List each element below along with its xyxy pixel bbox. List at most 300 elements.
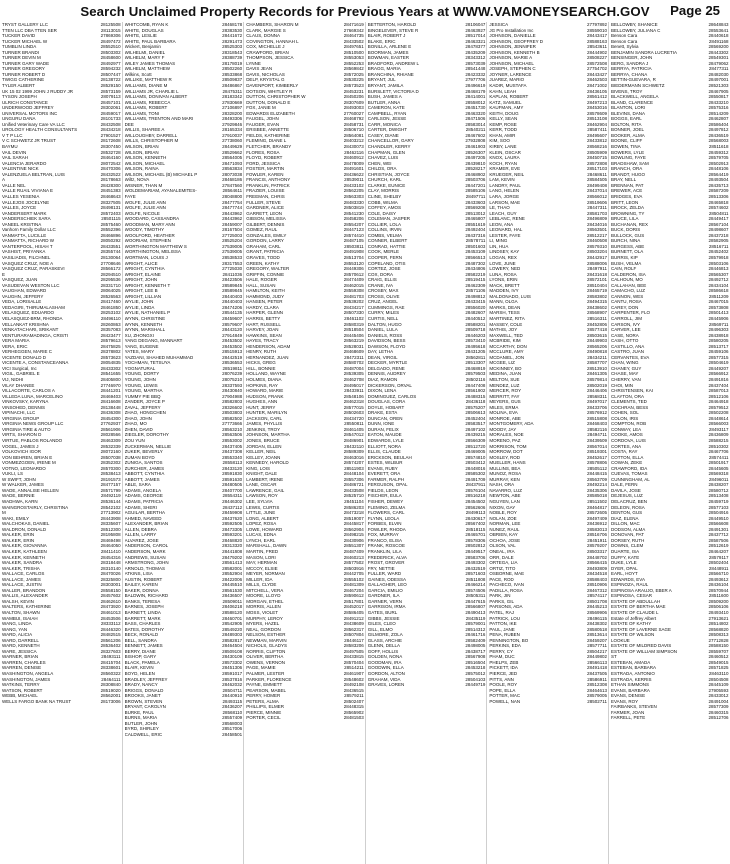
owner-name: DEE (124, 121, 134, 127)
property-id: 28383530 (222, 27, 243, 33)
owner-name: Wilkins, Scott (124, 71, 152, 77)
owner-name: MANN, OLGA (489, 299, 518, 305)
property-id: 28503916 (343, 565, 364, 571)
property-id: 28580702 (343, 360, 364, 366)
owner-name: VASILIADIS, FILCHNEL (2, 254, 51, 260)
property-id: 28411410 (100, 548, 121, 554)
owner-name: NICHOLS, GLADYS (246, 643, 287, 649)
property-id: 28519301 (586, 449, 607, 455)
owner-name: EVANS, RUBY (367, 465, 398, 471)
property-id: 28415704 (100, 659, 121, 665)
owner-name: WHITE, DOUGLAS (124, 27, 164, 33)
owner-name: DIAZ, RAMON (367, 377, 398, 382)
owner-name: EVANS, DENISE (610, 693, 646, 699)
property-id: 28490818 (586, 349, 607, 355)
owner-name: VIRGINIA GROUP (2, 415, 40, 421)
property-id: 28511903 (344, 465, 364, 471)
property-id: 28567104 (708, 221, 729, 227)
property-id: 28549220 (222, 626, 243, 632)
property-id: 28562606 (465, 504, 486, 510)
property-id: 28438609 (343, 621, 364, 627)
owner-name: KADIR, MUSTAFA (489, 83, 527, 89)
property-id: 28582219 (465, 271, 486, 277)
owner-name: MOLINA, EVA (489, 410, 518, 416)
owner-name: WALLER, BRANDON (2, 587, 46, 593)
owner-name: LYONS, ERIN (489, 277, 518, 283)
property-id: 27910037 (222, 132, 243, 138)
owner-name: CORTES, ANA (610, 443, 642, 449)
property-id: 28467015 (708, 299, 729, 305)
property-id: 28462309 (465, 282, 486, 288)
owner-name: BRANDT, HUGO (610, 171, 645, 177)
owner-name: CRANE, IVA (367, 282, 393, 288)
property-id: 28079113 (100, 94, 121, 100)
owner-name: VILAY DHANEE (2, 382, 35, 388)
owner-name: NASH, ORA (489, 482, 515, 488)
owner-name: BARNETT, LINDA (124, 609, 161, 615)
owner-name: POOLE, ROY (489, 682, 518, 688)
property-id: 28497505 (343, 648, 364, 654)
owner-name: CANTU, ROSA (610, 299, 642, 305)
owner-name: COLE, DAISY (367, 210, 397, 216)
property-id: 28457101 (100, 99, 121, 105)
owner-name: MOORE, LLOYD (246, 593, 281, 599)
owner-name: BOYD, HELEN (124, 670, 155, 676)
owner-name: TWIGG CATHERINE (2, 77, 45, 83)
property-id: 28434218 (100, 127, 121, 133)
owner-name: WILHELM, MATTHEW (124, 66, 171, 72)
property-id: 28512619 (708, 543, 729, 549)
property-id: 28482515 (100, 632, 121, 638)
property-id: 28502019 (586, 382, 607, 388)
owner-name: COTTON, ELLA (610, 454, 644, 460)
owner-name: WRIGHT, KENNETH T (124, 282, 171, 288)
property-id: 28579705 (708, 155, 729, 161)
owner-name: DEAN, VIRGIL (367, 354, 398, 360)
owner-name: Benson Cara (610, 33, 638, 39)
owner-name: DEJESUS, LUZ (610, 493, 643, 499)
owner-name: MERCER, ROY (489, 388, 522, 394)
property-id: 28325800 (100, 576, 121, 582)
property-id: 28576104 (465, 487, 486, 493)
property-id: 28480505 (222, 482, 243, 488)
property-id: 28561206 (100, 637, 121, 643)
property-id: 28496110 (100, 315, 121, 321)
owner-name: LITTLE, JUNE (246, 510, 276, 516)
property-id: 28437316 (465, 232, 486, 238)
owner-name: WORTHINGTON, MELISSA (124, 249, 181, 255)
owner-name: WILSON, BRIAN (124, 149, 159, 155)
property-id: 28445213 (586, 604, 607, 610)
owner-name: MCBRIDE, KIM (489, 338, 521, 344)
owner-name: WALLACE, JAMES (2, 576, 41, 582)
owner-name: GIBBS, JESSIE (367, 615, 400, 621)
property-id: 28464504 (222, 643, 243, 649)
property-id: 28503106 (708, 260, 729, 266)
property-id: 28553053 (343, 55, 364, 61)
owner-name: ZUMAN BOYD (124, 454, 155, 460)
owner-name: WOODARD, CASSANDRA (124, 216, 180, 222)
property-id: 28447615 (465, 598, 486, 604)
owner-name: FOWLER, KAREN (246, 171, 284, 177)
property-id: 28549015 (708, 659, 729, 665)
property-id: 28576912 (586, 410, 607, 416)
property-id: 28333112 (100, 621, 121, 627)
owner-name: ST (610, 654, 617, 660)
owner-name: VAUGHN, JEFFERY (2, 293, 44, 299)
property-id: 28568003 (222, 720, 243, 726)
owner-name: ONEAL, IRA (489, 548, 515, 554)
property-id: 28468179 (465, 88, 486, 94)
owner-name: VELASQUEZ, EDUARDO (2, 310, 55, 316)
property-id: 28569200 (708, 44, 729, 50)
property-id: 27738060 (222, 138, 243, 144)
owner-name: ESTEBAN, BARBARA (610, 665, 656, 671)
property-id: 28501115 (101, 216, 121, 222)
owner-name: UNDERWOOD JEFFREY (2, 105, 54, 111)
property-id: 28459908 (222, 510, 243, 516)
owner-name: WARREN, CHARLES (2, 659, 46, 665)
owner-name: EVERETT, ORA (367, 471, 401, 477)
property-id: 28575460 (100, 221, 121, 227)
owner-name: COOKE, AMOS (610, 432, 643, 438)
owner-name: CHEN, WEI (367, 160, 392, 166)
owner-name: WAKI, EMILY (2, 515, 30, 521)
property-id: 28460315 (708, 709, 729, 715)
owner-name: CONWAY, LEA (610, 426, 642, 432)
owner-name: JOSEPH, STEPHEN C (489, 66, 536, 72)
property-id: 28507330 (343, 310, 364, 316)
property-id: 28406218 (222, 604, 243, 610)
property-id: 28352302 (100, 460, 121, 466)
owner-name: FORD, JESSICA (246, 160, 281, 166)
property-id: 28468902 (465, 171, 486, 177)
property-id: 28434217 (343, 304, 364, 310)
owner-name: BIEDERMANN SCHWETZ (610, 83, 665, 89)
property-id: 28433706 (586, 404, 607, 410)
property-id: 28497102 (465, 426, 486, 432)
records-column-5 (486, 22, 608, 864)
owner-name: VIGIL, GABRIEL E (2, 371, 40, 377)
property-id: 28307609 (343, 99, 364, 105)
property-id: 28585302 (465, 471, 486, 477)
property-id: 28525710 (343, 493, 364, 499)
property-id: 28479202 (222, 554, 243, 560)
property-id: 28260863 (100, 321, 121, 327)
property-id: 28453502 (222, 338, 243, 344)
owner-name: WOLFE, NICOLE (124, 210, 160, 216)
property-id: 28436207 (222, 704, 243, 710)
owner-name: WALKER, GIOVANNA (2, 543, 47, 549)
property-id: 28294510 (100, 271, 121, 277)
owner-name: GRAHAM, VIDA (367, 676, 401, 682)
property-id: 28574602 (708, 205, 729, 211)
property-id: 28191573 (100, 476, 121, 482)
owner-name: NGUYEN, LAN (489, 499, 520, 505)
property-id: 28461102 (344, 315, 364, 321)
property-id: 28457602 (100, 593, 121, 599)
property-id: 28538533 (222, 254, 243, 260)
property-id: 28566710 (708, 571, 729, 577)
property-id: 28587209 (708, 188, 729, 194)
owner-name: WRIGHT, LILLIAN (124, 293, 162, 299)
owner-name: KAHN, LEAH (489, 88, 517, 94)
record-row (489, 699, 607, 705)
property-id: 28579613 (100, 338, 121, 344)
owner-name: GREGORY, WALTER (246, 266, 290, 272)
owner-name: BRANCH, ORA (610, 166, 643, 172)
owner-name: GALLAGHER, LEO (367, 582, 407, 588)
property-id: 28505311 (465, 593, 486, 599)
property-id: 28579005 (586, 693, 607, 699)
owner-name: DAVIDSON, BESS (367, 338, 406, 344)
owner-name: KELLER, NEIL (246, 449, 276, 455)
property-id: 28441672 (222, 33, 243, 39)
owner-name: AGUILAR, BERTHA (124, 510, 166, 516)
property-id: 28491816 (708, 377, 729, 382)
property-id: 28573302 (222, 659, 243, 665)
owner-name: CAREY, DON (610, 304, 639, 310)
owner-name: EDWARDS, LYLE (367, 438, 404, 444)
owner-name: ZURCHER, JAMES (124, 465, 165, 471)
owner-name: ZOU YUN (124, 438, 145, 444)
property-id: 28467602 (465, 132, 486, 138)
property-id: 28571799 (100, 487, 121, 493)
owner-name: VASQUEZ CRUZ, PARASKEVI (2, 266, 65, 272)
property-id: 28588163 (586, 38, 607, 44)
property-id: 28436104 (708, 582, 729, 588)
owner-name: CUEVAS, TOMAS (610, 471, 648, 477)
owner-name: CANNON, WES (610, 293, 644, 299)
property-id: 28492119 (100, 493, 121, 499)
property-id: 28578711 (465, 238, 486, 244)
owner-name: WILLIAMS, TONI (124, 110, 160, 116)
property-id: 28566003 (708, 421, 729, 427)
property-id: 28562811 (465, 354, 486, 360)
property-id: 28487302 (465, 260, 486, 266)
owner-name: ELLIOTT, NORA (367, 443, 402, 449)
property-id: 28440403 (222, 293, 243, 299)
property-id: 28489303 (222, 632, 243, 638)
owner-name: ZUCKERMAN, NELLIE (124, 443, 172, 449)
owner-name: DURAN, FELIX (367, 426, 399, 432)
owner-name: WOLFE, JULIE ANN (124, 199, 166, 205)
property-id: 28451730 (465, 105, 486, 111)
owner-name: COCHRAN, BESS (610, 404, 649, 410)
property-id: 28503615 (586, 332, 607, 338)
records-column-4 (365, 22, 487, 864)
owner-name: COWAN, ZEKE (610, 460, 643, 466)
owner-name: ESTATE OF BERTHA MAE (610, 604, 666, 610)
records-column-6 (608, 22, 730, 864)
owner-name: ABLE, SARA (124, 482, 151, 488)
owner-name: VAIL DEVIN (2, 149, 27, 155)
property-id: 28515913 (222, 349, 243, 355)
owner-name: PADILLA, ROSA (489, 587, 523, 593)
property-id: 28497711 (465, 193, 486, 199)
owner-name: WILLIAMS, DIANE M (124, 83, 168, 89)
owner-name: HAMMOND, JUDY (246, 293, 285, 299)
property-id: 28461405 (343, 426, 364, 432)
property-id: 28493003 (343, 105, 364, 111)
owner-name: V T P LLC (2, 132, 23, 138)
property-id: 28471619 (343, 22, 364, 27)
owner-name: PENNINGTON, BO (489, 637, 529, 643)
property-id: 28473920 (100, 604, 121, 610)
owner-name: TURNER DEVIN M (2, 55, 41, 61)
owner-name: DAVENPORT, KIMBERLY (246, 83, 299, 89)
property-id: 28468403 (586, 421, 607, 427)
property-id: 28464613 (586, 687, 607, 693)
property-id: 28579207 (586, 543, 607, 549)
property-id: 28481703 (343, 293, 364, 299)
owner-name: GOMEZ, RAUL (246, 227, 278, 233)
property-id: 28430617 (465, 515, 486, 521)
owner-name: BOWEN, TINA (610, 144, 641, 150)
owner-name: FRANK, ROSCOE (367, 543, 406, 549)
property-id: 28172608 (100, 138, 121, 144)
property-id: 28492108 (343, 682, 364, 688)
property-id: 28464050 (100, 543, 121, 549)
owner-name: BENNETT, JAMES (124, 643, 163, 649)
property-id: 28584505 (586, 177, 607, 183)
property-id: 28588403 (586, 576, 607, 582)
owner-name: BOOKER, ALMA (610, 132, 645, 138)
property-id: 28502711 (587, 698, 607, 704)
property-id: 28481309 (343, 582, 364, 588)
owner-name: CARSON, IVY (610, 321, 640, 327)
property-id: 27725003 (222, 232, 243, 238)
owner-name: CHANDLER, KERRY (367, 144, 411, 150)
property-id: 28498131 (100, 205, 121, 211)
owner-name: DUKE, LYLE (610, 560, 637, 566)
owner-name: WRIGHT, JOHN (124, 277, 158, 283)
property-id: 28557409 (222, 715, 243, 721)
owner-name: DANIELS, ROSS (367, 332, 403, 338)
property-id: 28568311 (587, 393, 607, 399)
owner-name: WALLACE, CARLOS (2, 571, 45, 577)
owner-name: CRAIG, ELLIS (367, 277, 397, 283)
owner-name: DONOVAN, PAT (610, 532, 644, 538)
owner-name: BRYANT, JAMILA (367, 83, 404, 89)
property-id: 28482607 (465, 310, 486, 316)
property-id: 28459207 (586, 637, 607, 643)
owner-name: CLAUS, DONNA (246, 33, 280, 39)
property-id: 28491004 (708, 698, 729, 704)
owner-name: FOX, MURRAY (367, 532, 399, 538)
property-id: 28451911 (587, 537, 607, 543)
owner-name: GARRISON, IRMA (367, 604, 406, 610)
owner-name: PERKINS, EDA (489, 643, 521, 649)
owner-name: MACK, BRETT (489, 282, 520, 288)
owner-name: BRADY, NANCY (124, 682, 158, 688)
owner-name: PITTS, ANN (489, 676, 514, 682)
owner-name: ANDERSON, MARK (124, 548, 166, 554)
owner-name: DALE, FERN (610, 482, 638, 488)
owner-name: PERRY, CY (489, 648, 513, 654)
owner-name: ATKINS, LISA (124, 571, 153, 577)
owner-name: CAMERON, KATE (367, 105, 405, 111)
owner-name: DICKERSON, ORVAL (367, 382, 412, 388)
property-id: 28464817 (586, 504, 607, 510)
property-id: 28291473 (222, 38, 243, 44)
property-id: 28437112 (222, 504, 243, 510)
property-id: 27913621 (708, 615, 729, 621)
property-id: 28579512 (708, 404, 729, 410)
owner-name: CROSBY, MAX (367, 288, 399, 294)
owner-name: YOGNATURAL (124, 365, 156, 371)
property-id: 28504103 (465, 676, 486, 682)
owner-name: CUMMINGS, RAE (367, 304, 405, 310)
property-id: 28433815 (343, 654, 364, 660)
owner-name: BREWER, ACE (610, 188, 643, 194)
owner-name: BECK, RONALD (124, 632, 159, 638)
owner-name: GIBSON, MELISSA (246, 216, 286, 222)
owner-name: PALMER, LESTER (246, 670, 285, 676)
property-id: 28503412 (465, 460, 486, 466)
property-id: 28470306 (100, 166, 121, 172)
owner-name: HARPER, GLENN (246, 310, 283, 316)
property-id: 28487004 (343, 365, 364, 371)
property-id: 28579607 (222, 321, 243, 327)
owner-name: ARMSTRONG, JOHN (124, 560, 169, 566)
owner-name: PHILLIPS, ELMER (246, 704, 284, 710)
property-id: 28434211 (587, 354, 607, 360)
owner-name: WHITE, LESLIE (124, 33, 157, 39)
property-id: 28513408 (708, 493, 729, 499)
property-id: 28495017 (343, 382, 364, 388)
owner-name: ALLEN, DEBRA (124, 526, 157, 532)
owner-name: BURRIS, KIP (610, 254, 638, 260)
property-id: 28571825 (708, 665, 729, 671)
property-id: 28579814 (586, 377, 607, 382)
property-id: 28539202 (343, 299, 364, 305)
owner-name: GRANT, PATRICIA (246, 249, 285, 255)
owner-name: PATRICK, LOU (489, 615, 520, 621)
property-id: 28449629 (222, 144, 243, 150)
owner-name: KRAMER, EVE (489, 166, 521, 172)
property-id: 28573410 (465, 338, 486, 344)
property-id: 28495618 (465, 343, 486, 349)
owner-name: VANEEL KRISTINA (2, 221, 42, 227)
property-id: 28513012 (465, 210, 486, 216)
property-id: 28438602 (586, 304, 607, 310)
owner-name: MEYERS, GUS (489, 399, 521, 405)
owner-name: WARD, KENNETH (2, 643, 40, 649)
property-id: 28561413 (222, 560, 243, 566)
property-id: 28552396 (100, 227, 121, 233)
property-id: 28307450 (100, 144, 121, 150)
property-id: 28449417 (708, 216, 729, 222)
property-id: 28173006 (100, 698, 121, 704)
owner-name: WALKER, KENNETH (2, 554, 45, 560)
records-column-2 (122, 22, 244, 864)
property-id: 28532339 (100, 443, 121, 449)
owner-name: WILLIS, SHAREE A (124, 127, 165, 133)
property-id: 28331710 (100, 282, 121, 288)
owner-name: KNIGHT, DALE (246, 471, 277, 477)
owner-name: ZHAO, JOHN (124, 415, 152, 421)
property-id: 28508313 (708, 632, 729, 638)
property-id: 28499408 (586, 182, 607, 188)
property-id: 28441201 (100, 388, 121, 394)
owner-name: CASEY, DIANE (367, 132, 399, 138)
property-id: 27760027 (343, 110, 364, 116)
property-id: 28467204 (343, 587, 364, 593)
owner-name: PAYNE, EMMETT (246, 682, 283, 688)
property-id: 28454502 (465, 499, 486, 505)
property-id: 28471506 (465, 116, 486, 122)
